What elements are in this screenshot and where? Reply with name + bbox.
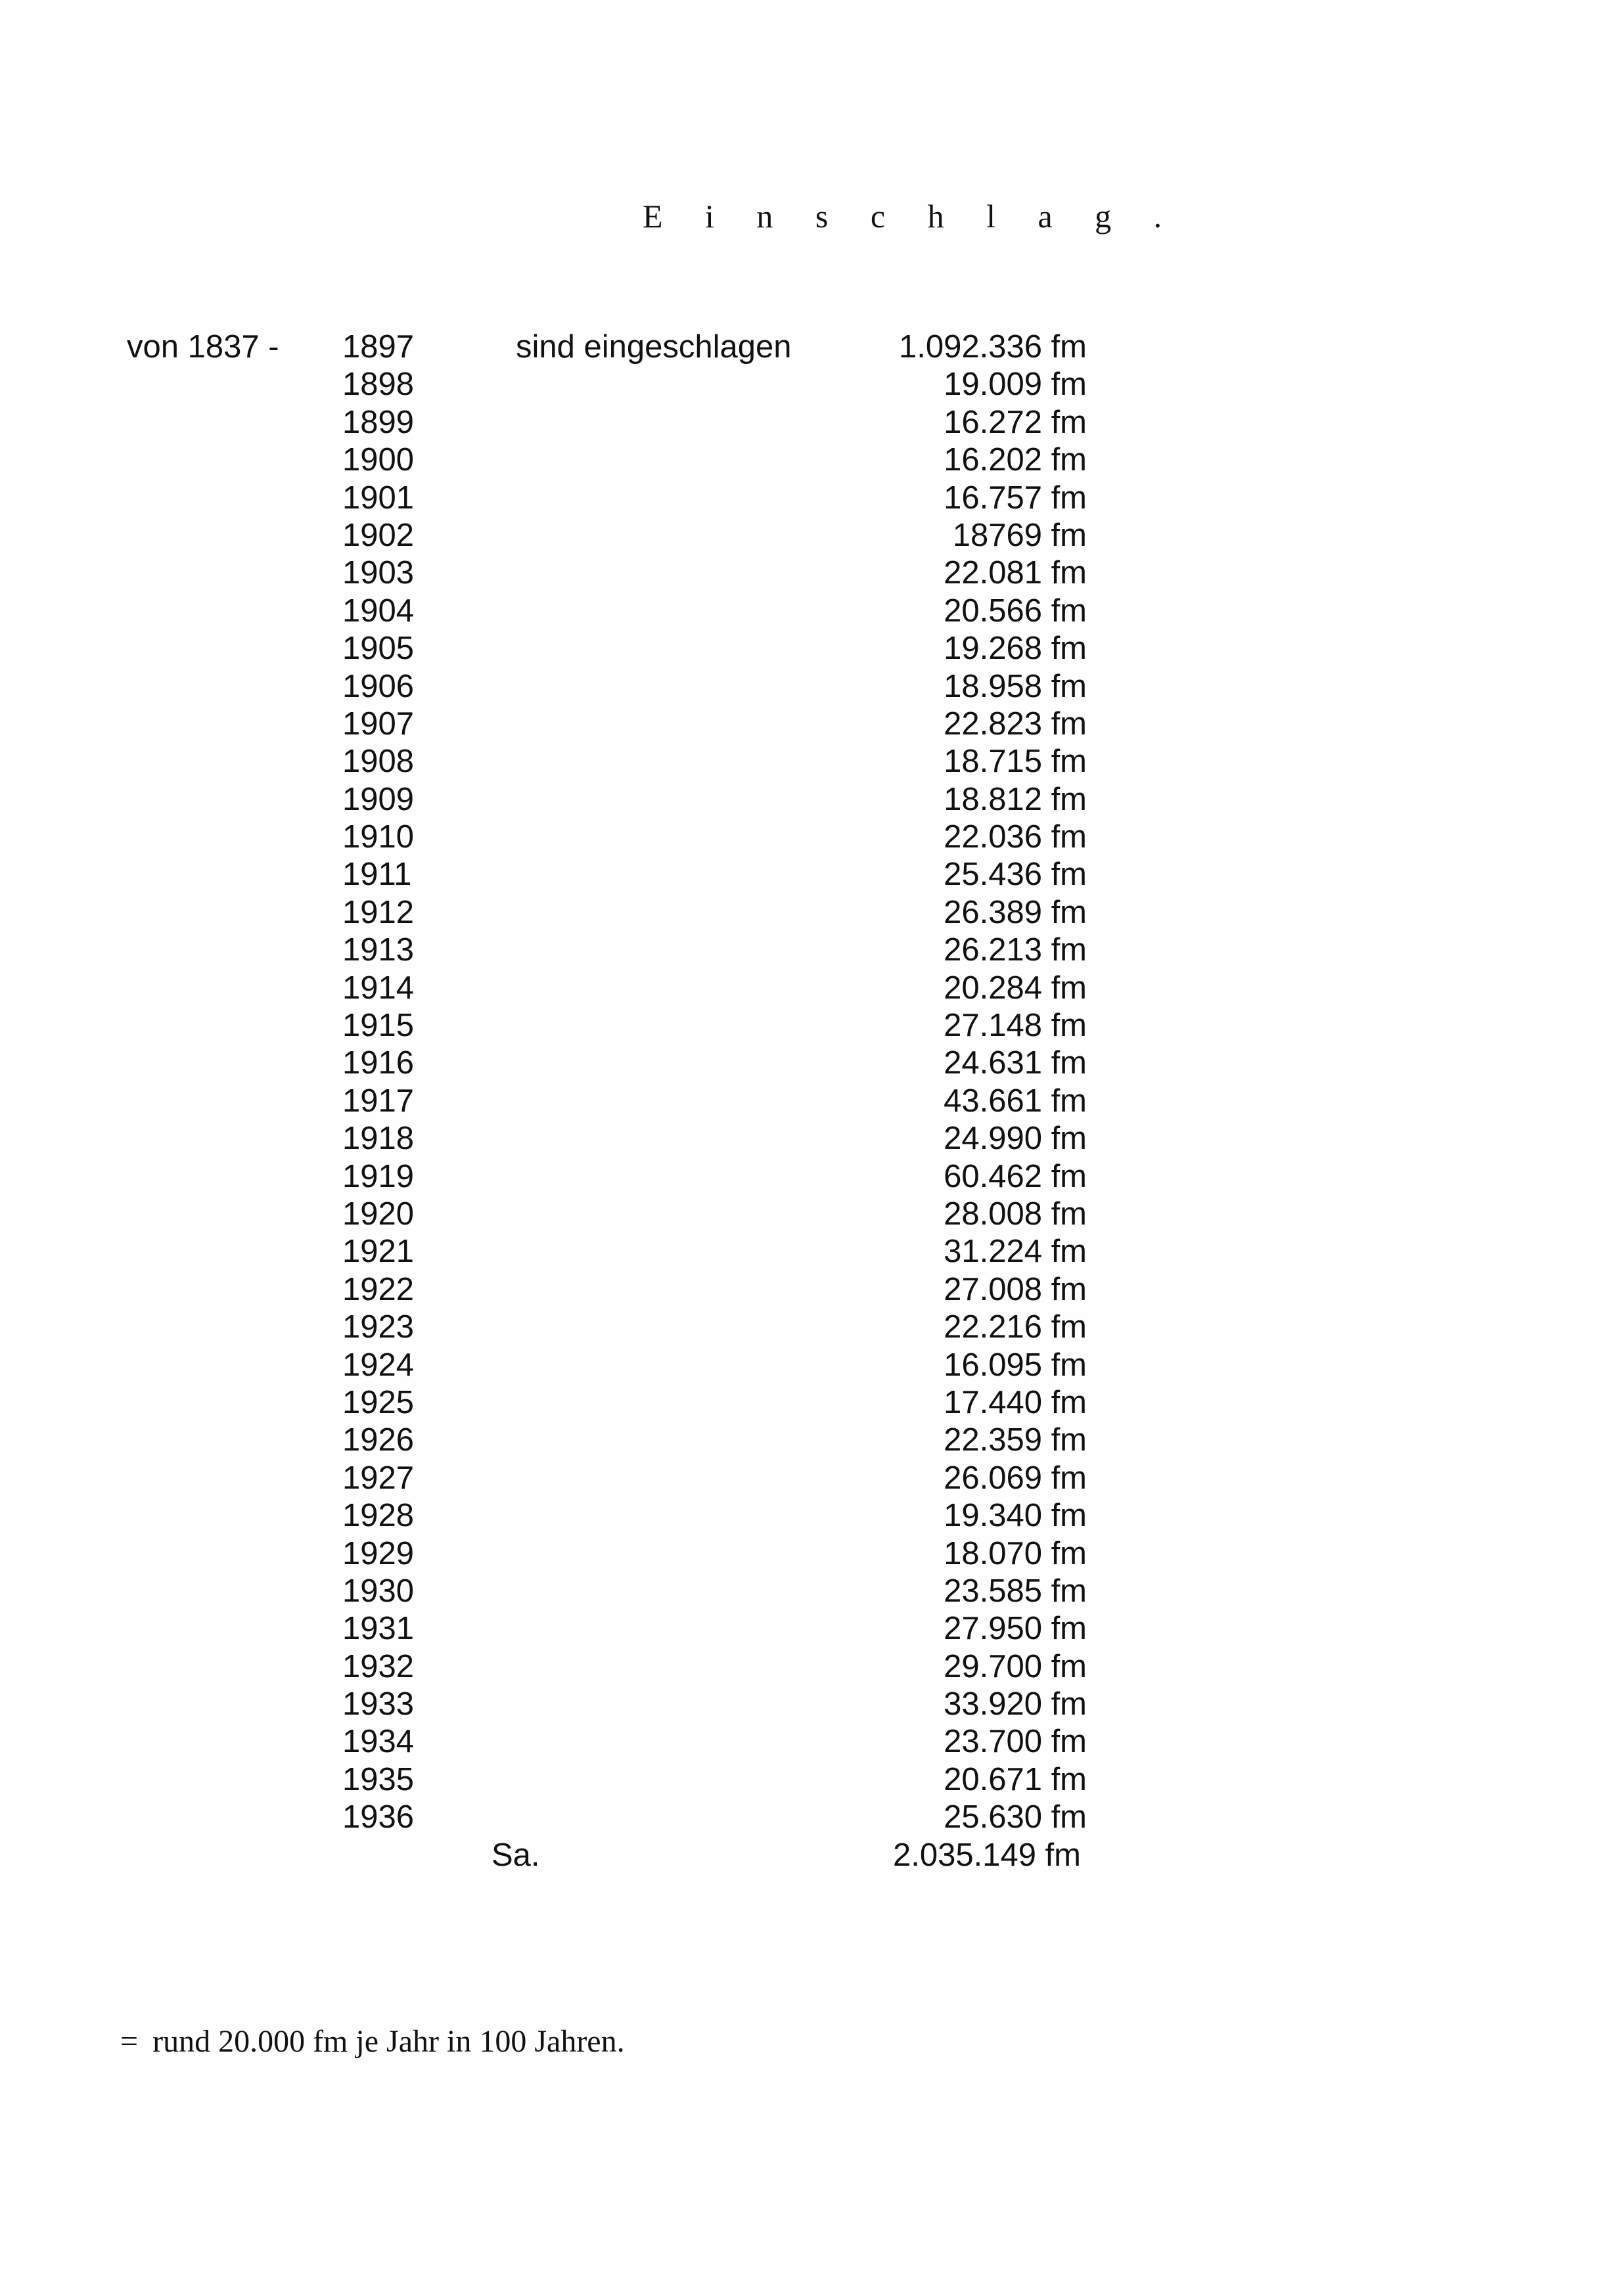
amount-cell: 19.340 fm [944,1498,1087,1534]
table-row [0,970,1621,1007]
amount-cell: 29.700 fm [944,1648,1087,1684]
column-description-label: sind eingeschlagen [516,329,792,365]
year-cell: 1932 [342,1648,415,1684]
table-row [0,1761,1621,1799]
year-cell: 1903 [342,555,415,591]
amount-cell: 20.284 fm [944,970,1087,1006]
table-row [0,1347,1621,1384]
amount-cell: 22.359 fm [944,1422,1087,1458]
harvest-table [0,328,1621,1837]
table-row [0,1083,1621,1120]
table-row [0,517,1621,554]
amount-cell: 18.715 fm [944,744,1087,780]
year-cell: 1914 [342,970,415,1006]
table-row [0,1158,1621,1196]
year-cell: 1922 [342,1271,415,1307]
table-row [0,441,1621,479]
table-row [0,1384,1621,1422]
table-row [0,366,1621,403]
year-cell: 1923 [342,1309,415,1345]
table-row [0,781,1621,819]
year-cell: 1935 [342,1761,415,1797]
table-row [0,1233,1621,1271]
table-row [0,894,1621,932]
year-cell: 1909 [342,781,415,817]
table-row [0,1497,1621,1535]
amount-cell: 20.671 fm [944,1761,1087,1797]
year-cell: 1936 [342,1799,415,1835]
year-cell: 1900 [342,442,415,478]
year-cell: 1899 [342,404,415,440]
table-row [0,554,1621,592]
amount-cell: 16.757 fm [944,480,1087,516]
year-cell: 1927 [342,1460,415,1496]
year-cell: 1908 [342,744,415,780]
amount-cell: 26.389 fm [944,894,1087,930]
amount-cell: 19.268 fm [944,631,1087,667]
table-row [0,1309,1621,1346]
table-row [0,819,1621,856]
amount-cell: 43.661 fm [944,1083,1087,1119]
table-row [0,1573,1621,1610]
amount-cell: 31.224 fm [944,1234,1087,1270]
year-cell: 1930 [342,1573,415,1609]
year-cell: 1919 [342,1158,415,1194]
year-cell: 1921 [342,1234,415,1270]
table-row [0,932,1621,969]
year-cell: 1897 [342,329,415,365]
amount-cell: 20.566 fm [944,593,1087,629]
year-cell: 1933 [342,1686,415,1722]
year-cell: 1898 [342,367,415,403]
year-cell: 1924 [342,1347,415,1383]
amount-cell: 16.272 fm [944,404,1087,440]
footnote [120,2023,625,2060]
page-title: E i n s c h l a g . [643,198,1179,235]
table-row [0,404,1621,441]
year-cell: 1928 [342,1498,415,1534]
year-cell: 1912 [342,894,415,930]
amount-cell: 24.631 fm [944,1045,1087,1081]
table-row [0,1120,1621,1158]
amount-cell: 1.092.336 fm [898,329,1087,365]
amount-cell: 18.070 fm [944,1535,1087,1571]
table-row [0,1271,1621,1309]
table-row [0,480,1621,517]
table-row [0,706,1621,743]
amount-cell: 18769 fm [952,517,1087,553]
table-row [0,630,1621,667]
year-cell: 1905 [342,631,415,667]
table-row [0,1460,1621,1497]
year-cell: 1916 [342,1045,415,1081]
year-cell: 1918 [342,1121,415,1157]
amount-cell: 19.009 fm [944,367,1087,403]
amount-cell: 60.462 fm [944,1158,1087,1194]
footnote-symbol: = [120,2024,139,2059]
amount-cell: 22.081 fm [944,555,1087,591]
year-cell: 1901 [342,480,415,516]
table-row [0,1723,1621,1761]
table-row [0,1045,1621,1082]
table-row [0,668,1621,706]
amount-cell: 26.069 fm [944,1460,1087,1496]
table-row [0,328,1621,366]
amount-cell: 33.920 fm [944,1686,1087,1722]
table-row [0,856,1621,893]
year-cell: 1929 [342,1535,415,1571]
year-cell: 1904 [342,593,415,629]
year-cell: 1917 [342,1083,415,1119]
amount-cell: 28.008 fm [944,1196,1087,1232]
table-row [0,1686,1621,1723]
year-cell: 1902 [342,517,415,553]
amount-cell: 23.700 fm [944,1724,1087,1760]
table-row [0,1007,1621,1045]
year-cell: 1931 [342,1611,415,1647]
year-cell: 1915 [342,1008,415,1044]
year-cell: 1906 [342,668,415,704]
amount-cell: 17.440 fm [944,1384,1087,1420]
year-cell: 1925 [342,1384,415,1420]
year-cell: 1907 [342,706,415,742]
amount-cell: 25.630 fm [944,1799,1087,1835]
footnote-text: rund 20.000 fm je Jahr in 100 Jahren. [152,2024,625,2059]
amount-cell: 24.990 fm [944,1121,1087,1157]
sum-amount: 2.035.149 fm [892,1837,1081,1873]
amount-cell: 27.950 fm [944,1611,1087,1647]
table-row [0,1196,1621,1233]
amount-cell: 27.008 fm [944,1271,1087,1307]
amount-cell: 23.585 fm [944,1573,1087,1609]
year-cell: 1920 [342,1196,415,1232]
table-row [0,1422,1621,1459]
amount-cell: 22.216 fm [944,1309,1087,1345]
year-cell: 1910 [342,819,415,855]
year-cell: 1911 [342,857,412,893]
year-cell: 1913 [342,932,415,968]
sum-row [0,1837,1621,1874]
amount-cell: 27.148 fm [944,1008,1087,1044]
table-row [0,1610,1621,1648]
amount-cell: 22.036 fm [944,819,1087,855]
table-row [0,1799,1621,1836]
amount-cell: 25.436 fm [944,857,1087,893]
amount-cell: 26.213 fm [944,932,1087,968]
amount-cell: 16.202 fm [944,442,1087,478]
table-row [0,743,1621,780]
amount-cell: 22.823 fm [944,706,1087,742]
year-cell: 1934 [342,1724,415,1760]
range-start-label: von 1837 - [127,329,279,365]
amount-cell: 16.095 fm [944,1347,1087,1383]
amount-cell: 18.958 fm [944,668,1087,704]
year-cell: 1926 [342,1422,415,1458]
table-row [0,593,1621,630]
table-row [0,1535,1621,1573]
sum-label: Sa. [491,1837,540,1873]
amount-cell: 18.812 fm [944,781,1087,817]
table-row [0,1648,1621,1686]
